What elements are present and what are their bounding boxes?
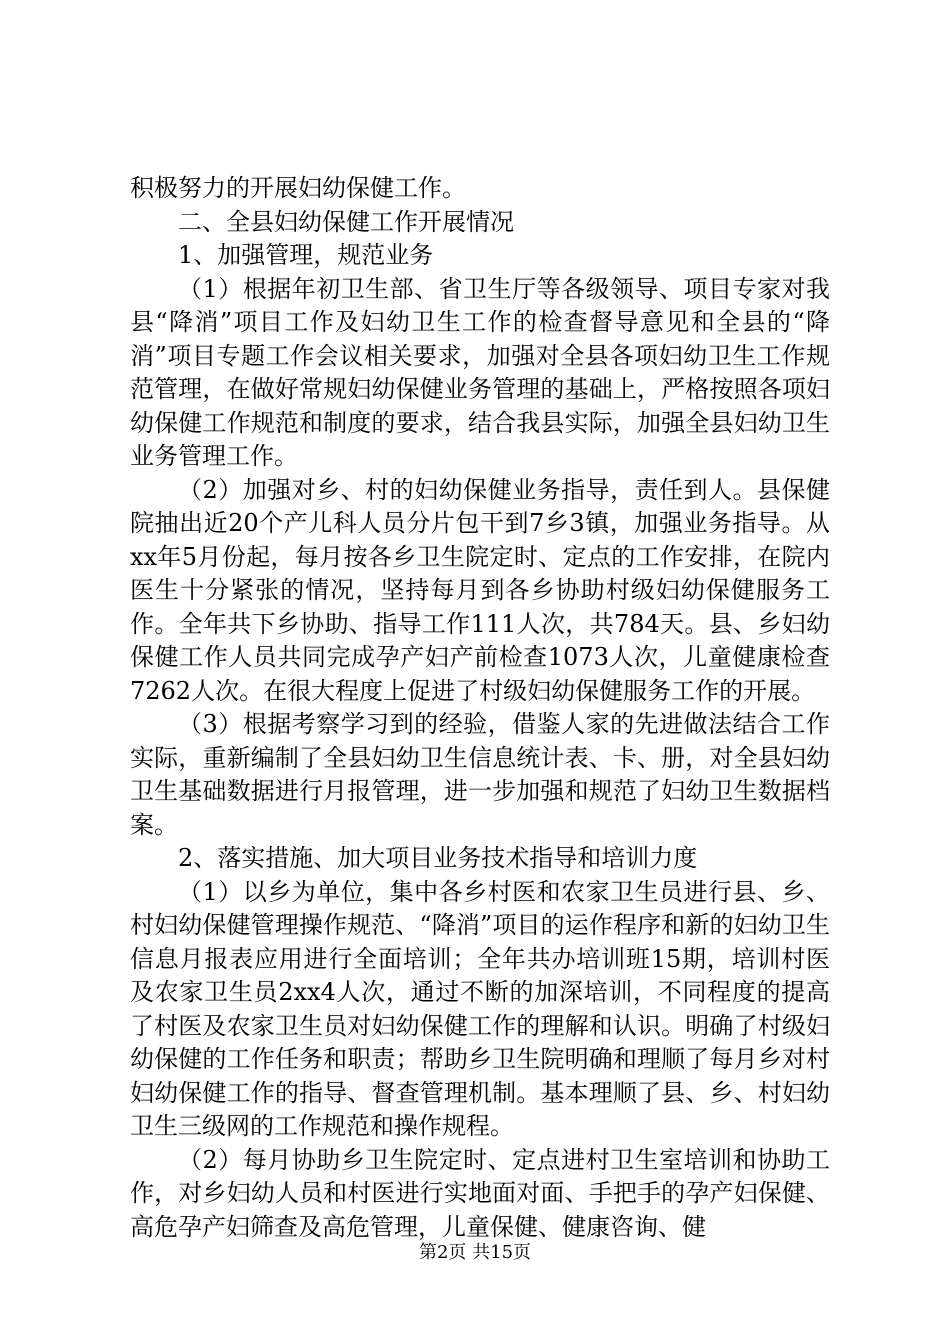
section-heading-2: 二、全县妇幼保健工作开展情况: [178, 207, 514, 236]
paragraph-item-2-2: （2）每月协助乡卫生院定时、定点进村卫生室培训和协助工作，对乡妇幼人员和村医进行实地面对面、手把手的孕产妇保健、高危孕产妇筛查及高危管理，儿童保健、健康咨询、健: [130, 1145, 830, 1241]
paragraph-item-1-3: （3）根据考察学习到的经验，借鉴人家的先进做法结合工作实际，重新编制了全县妇幼卫生信息统计表、卡、册，对全县妇幼卫生基础数据进行月报管理，进一步加强和规范了妇幼卫生数据档案。: [130, 710, 830, 839]
page-footer: 第2页 共15页: [418, 1242, 532, 1263]
subsection-heading-2: 2、落实措施、加大项目业务技术指导和培训力度: [178, 844, 698, 872]
paragraph-1: 积极努力的开展妇幼保健工作。: [130, 174, 466, 202]
paragraph-item-1-1: （1）根据年初卫生部、省卫生厅等各级领导、项目专家对我县“降消”项目工作及妇幼卫生工作的检查督导意见和全县的“降消”项目专题工作会议相关要求，加强对全县各项妇幼卫生工作规范管理，在做好常规妇幼保健业务管理的基础上，严格按照各项妇幼保健工作规范和制度的要求，结合我县实际，加强全县妇幼卫生业务管理工作。: [130, 274, 830, 470]
subsection-heading-1: 1、加强管理，规范业务: [178, 241, 434, 269]
paragraph-item-1-2: （2）加强对乡、村的妇幼保健业务指导，责任到人。县保健院抽出近20个产儿科人员分片包干到7乡3镇，加强业务指导。从xx年5月份起，每月按各乡卫生院定时、定点的工作安排，在院内医生十分紧张的情况，坚持每月到各乡协助村级妇幼保健服务工作。全年共下乡协助、指导工作111人次，共784天。县、乡妇幼保健工作人员共同完成孕产妇产前检查1073人次，儿童健康检查7262人次。在很大程度上促进了村级妇幼保健服务工作的开展。: [130, 475, 830, 705]
paragraph-item-2-1: （1）以乡为单位，集中各乡村医和农家卫生员进行县、乡、村妇幼保健管理操作规范、“降消”项目的运作程序和新的妇幼卫生信息月报表应用进行全面培训；全年共办培训班15期，培训村医及农家卫生员2xx4人次，通过不断的加深培训，不同程度的提高了村医及农家卫生员对妇幼保健工作的理解和认识。明确了村级妇幼保健的工作任务和职责；帮助乡卫生院明确和理顺了每月乡对村妇幼保健工作的指导、督查管理机制。基本理顺了县、乡、村妇幼卫生三级网的工作规范和操作规程。: [130, 877, 830, 1140]
document-body: [130, 172, 830, 1244]
